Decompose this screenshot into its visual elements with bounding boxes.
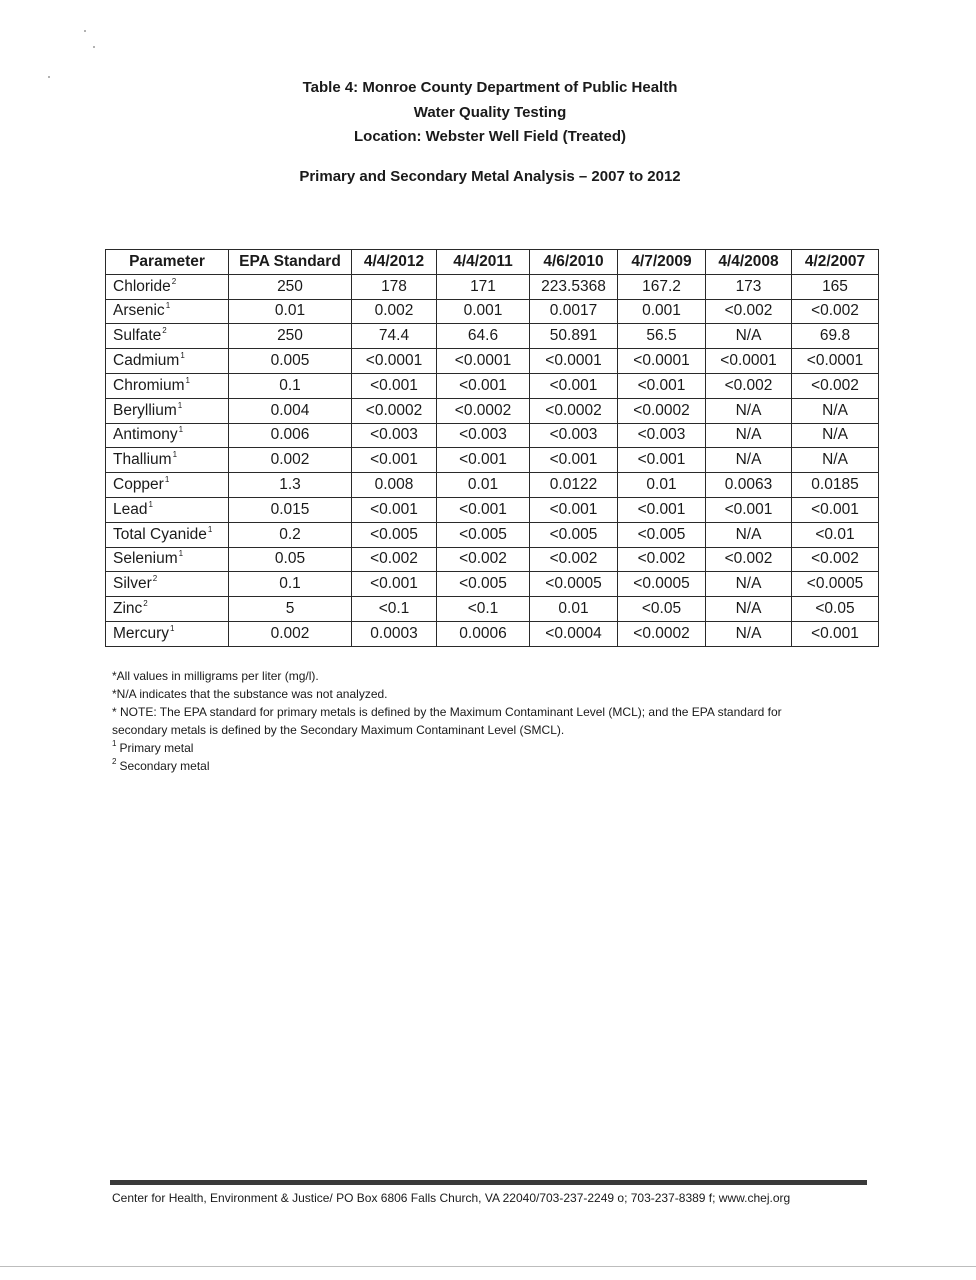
table-row — [106, 497, 879, 522]
table-cell: 0.1 — [229, 373, 352, 398]
table-cell: <0.003 — [437, 423, 530, 448]
table-cell: 0.005 — [229, 349, 352, 374]
column-header: 4/4/2012 — [352, 250, 437, 275]
table-cell: <0.005 — [437, 522, 530, 547]
table-cell: <0.0002 — [437, 398, 530, 423]
table-row — [106, 597, 879, 622]
table-cell: <0.002 — [706, 373, 792, 398]
footer-contact: Center for Health, Environment & Justice/ PO Box 6806 Falls Church, VA 22040/703-237-2249 o; 703-237-8389 f; www.chej.org — [112, 1191, 791, 1205]
metal-type-superscript: 1 — [180, 351, 185, 361]
table-cell: <0.05 — [792, 597, 879, 622]
table-row — [106, 448, 879, 473]
parameter-cell — [106, 597, 229, 622]
table-cell: <0.1 — [437, 597, 530, 622]
column-header: Parameter — [106, 250, 229, 275]
metal-type-superscript: 2 — [171, 276, 177, 286]
footnote-mark: 2 — [112, 757, 117, 766]
table-cell: <0.0001 — [530, 349, 618, 374]
table-cell: 50.891 — [530, 324, 618, 349]
table-cell: 0.01 — [437, 473, 530, 498]
table-cell: <0.001 — [437, 497, 530, 522]
title-line-3: Location: Webster Well Field (Treated) — [354, 128, 626, 145]
table-cell: <0.001 — [792, 497, 879, 522]
table-cell: <0.0001 — [618, 349, 706, 374]
scan-speck — [93, 46, 95, 48]
parameter-cell — [106, 621, 229, 646]
footnote-primary — [112, 739, 872, 757]
table-row — [106, 572, 879, 597]
table-cell: <0.001 — [437, 448, 530, 473]
parameter-cell — [106, 497, 229, 522]
table-cell: <0.001 — [530, 448, 618, 473]
parameter-name: Chloride — [113, 277, 171, 295]
table-cell: 0.2 — [229, 522, 352, 547]
column-header: 4/4/2011 — [437, 250, 530, 275]
page-bottom-edge — [0, 1266, 976, 1267]
table-cell: <0.003 — [530, 423, 618, 448]
table-cell: <0.001 — [618, 497, 706, 522]
table-cell: 223.5368 — [530, 274, 618, 299]
table-row — [106, 398, 879, 423]
table-cell: <0.003 — [618, 423, 706, 448]
footnote-text: Primary metal — [119, 741, 194, 755]
metal-type-superscript: 1 — [164, 475, 170, 485]
table-cell: <0.0002 — [618, 621, 706, 646]
table-cell: 0.0017 — [530, 299, 618, 324]
table-row — [106, 423, 879, 448]
parameter-name: Thallium — [113, 451, 172, 469]
parameter-cell — [106, 274, 229, 299]
note-na: *N/A indicates that the substance was not analyzed. — [112, 687, 388, 701]
table-cell: <0.001 — [618, 373, 706, 398]
table-cell: 0.01 — [229, 299, 352, 324]
column-header: 4/7/2009 — [618, 250, 706, 275]
table-cell: 56.5 — [618, 324, 706, 349]
table-cell: <0.001 — [437, 373, 530, 398]
table-cell: <0.0002 — [352, 398, 437, 423]
table-cell: 250 — [229, 274, 352, 299]
parameter-name: Antimony — [113, 426, 178, 444]
parameter-cell — [106, 299, 229, 324]
table-cell: <0.001 — [352, 448, 437, 473]
table-body — [106, 274, 879, 646]
table-cell: N/A — [706, 448, 792, 473]
table-cell: 0.001 — [618, 299, 706, 324]
footer-divider — [110, 1180, 867, 1185]
table-cell: <0.001 — [792, 621, 879, 646]
parameter-name: Zinc — [113, 600, 143, 618]
note-epa-line-2: secondary metals is defined by the Secondary Maximum Contaminant Level (SMCL). — [112, 723, 565, 737]
table-cell: <0.0001 — [706, 349, 792, 374]
metal-type-superscript: 1 — [177, 400, 183, 410]
table-row — [106, 621, 879, 646]
table-cell: <0.001 — [706, 497, 792, 522]
table-cell: <0.002 — [792, 299, 879, 324]
metal-type-superscript: 1 — [185, 375, 190, 385]
parameter-name: Copper — [113, 476, 164, 494]
table-cell: 0.001 — [437, 299, 530, 324]
table-cell: 167.2 — [618, 274, 706, 299]
table-cell: N/A — [706, 324, 792, 349]
table-cell: <0.001 — [352, 373, 437, 398]
table-cell: <0.1 — [352, 597, 437, 622]
column-header: 4/4/2008 — [706, 250, 792, 275]
footnote-text: Secondary metal — [119, 759, 210, 773]
metal-type-superscript: 1 — [207, 524, 213, 534]
metal-type-superscript: 1 — [172, 450, 178, 460]
table-cell: <0.002 — [792, 547, 879, 572]
table-cell: <0.002 — [706, 299, 792, 324]
table-row — [106, 349, 879, 374]
table-cell: 0.05 — [229, 547, 352, 572]
table-cell: <0.005 — [618, 522, 706, 547]
metal-type-superscript: 1 — [165, 301, 171, 311]
table-cell: N/A — [792, 398, 879, 423]
table-cell: <0.0001 — [437, 349, 530, 374]
table-cell: <0.0005 — [530, 572, 618, 597]
note-units: *All values in milligrams per liter (mg/l). — [112, 669, 319, 683]
parameter-name: Arsenic — [113, 302, 165, 320]
parameter-cell — [106, 547, 229, 572]
table-cell: N/A — [792, 423, 879, 448]
table-cell: <0.0005 — [792, 572, 879, 597]
table-row — [106, 522, 879, 547]
metal-analysis-table — [105, 249, 879, 647]
parameter-cell — [106, 349, 229, 374]
table-cell: <0.005 — [530, 522, 618, 547]
table-cell: 0.0185 — [792, 473, 879, 498]
table-row — [106, 373, 879, 398]
table-cell: <0.0005 — [618, 572, 706, 597]
table-cell: N/A — [706, 398, 792, 423]
note-epa-line-1: * NOTE: The EPA standard for primary metals is defined by the Maximum Contaminant Level (MCL); and the EPA standard for — [112, 705, 782, 719]
parameter-name: Total Cyanide — [113, 525, 207, 543]
table-cell: 0.0003 — [352, 621, 437, 646]
table-row — [106, 473, 879, 498]
table-cell: 69.8 — [792, 324, 879, 349]
table-cell: 0.002 — [229, 621, 352, 646]
metal-type-superscript: 1 — [178, 549, 184, 559]
table-cell: 0.0006 — [437, 621, 530, 646]
table-cell: <0.002 — [618, 547, 706, 572]
parameter-cell — [106, 572, 229, 597]
table-cell: 0.008 — [352, 473, 437, 498]
column-header: EPA Standard — [229, 250, 352, 275]
table-cell: <0.002 — [437, 547, 530, 572]
table-cell: 0.0122 — [530, 473, 618, 498]
table-cell: 165 — [792, 274, 879, 299]
table-subtitle: Primary and Secondary Metal Analysis – 2007 to 2012 — [299, 168, 681, 185]
title-line-1: Table 4: Monroe County Department of Public Health — [302, 79, 678, 96]
notes-section — [112, 667, 872, 775]
table-cell: <0.002 — [530, 547, 618, 572]
parameter-name: Lead — [113, 500, 148, 518]
table-cell: <0.002 — [352, 547, 437, 572]
table-cell: <0.001 — [530, 373, 618, 398]
footnote-secondary — [112, 757, 872, 775]
document-title — [0, 76, 976, 150]
footnote-mark: 1 — [112, 739, 117, 748]
table-row — [106, 324, 879, 349]
metal-type-superscript: 2 — [152, 574, 158, 584]
parameter-cell — [106, 373, 229, 398]
table-cell: <0.001 — [352, 497, 437, 522]
table-cell: <0.05 — [618, 597, 706, 622]
parameter-name: Silver — [113, 575, 152, 593]
table-row — [106, 547, 879, 572]
table-cell: 0.004 — [229, 398, 352, 423]
table-cell: <0.0002 — [530, 398, 618, 423]
table-cell: 1.3 — [229, 473, 352, 498]
table-cell: 0.1 — [229, 572, 352, 597]
table-cell: 173 — [706, 274, 792, 299]
parameter-cell — [106, 324, 229, 349]
parameter-name: Cadmium — [113, 352, 180, 370]
table-cell: N/A — [706, 522, 792, 547]
parameter-name: Selenium — [113, 550, 178, 568]
parameter-cell — [106, 473, 229, 498]
scan-speck — [84, 30, 86, 32]
parameter-name: Beryllium — [113, 401, 177, 419]
table-cell: <0.01 — [792, 522, 879, 547]
table-cell: N/A — [706, 597, 792, 622]
table-cell: 0.01 — [618, 473, 706, 498]
table-cell: 5 — [229, 597, 352, 622]
parameter-name: Chromium — [113, 376, 185, 394]
parameter-cell — [106, 522, 229, 547]
table-cell: 0.002 — [352, 299, 437, 324]
metal-type-superscript: 1 — [169, 623, 175, 633]
table-cell: <0.0001 — [352, 349, 437, 374]
metal-type-superscript: 2 — [162, 326, 167, 336]
parameter-cell — [106, 448, 229, 473]
table-header-row — [106, 250, 879, 275]
table-row — [106, 299, 879, 324]
table-cell: <0.0001 — [792, 349, 879, 374]
table-cell: <0.001 — [530, 497, 618, 522]
table-cell: N/A — [706, 423, 792, 448]
column-header: 4/6/2010 — [530, 250, 618, 275]
table-cell: <0.005 — [437, 572, 530, 597]
table-cell: <0.002 — [792, 373, 879, 398]
table-cell: <0.002 — [706, 547, 792, 572]
table-cell: 250 — [229, 324, 352, 349]
table-cell: 0.01 — [530, 597, 618, 622]
table-cell: <0.0004 — [530, 621, 618, 646]
table-cell: 0.015 — [229, 497, 352, 522]
table-cell: 171 — [437, 274, 530, 299]
table-cell: <0.001 — [352, 572, 437, 597]
table-cell: 64.6 — [437, 324, 530, 349]
table-cell: 0.006 — [229, 423, 352, 448]
parameter-name: Sulfate — [113, 327, 162, 345]
table-cell: <0.001 — [618, 448, 706, 473]
table-cell: <0.005 — [352, 522, 437, 547]
table-cell: <0.003 — [352, 423, 437, 448]
table-cell: 74.4 — [352, 324, 437, 349]
column-header: 4/2/2007 — [792, 250, 879, 275]
table-cell: 0.0063 — [706, 473, 792, 498]
table-cell: N/A — [706, 621, 792, 646]
table-cell: N/A — [706, 572, 792, 597]
table-cell: 178 — [352, 274, 437, 299]
title-line-2: Water Quality Testing — [413, 103, 567, 121]
parameter-name: Mercury — [113, 624, 169, 642]
table-row — [106, 274, 879, 299]
metal-type-superscript: 1 — [148, 499, 153, 509]
metal-type-superscript: 1 — [178, 425, 184, 435]
parameter-cell — [106, 423, 229, 448]
table-cell: 0.002 — [229, 448, 352, 473]
parameter-cell — [106, 398, 229, 423]
table-cell: N/A — [792, 448, 879, 473]
metal-type-superscript: 2 — [143, 599, 148, 609]
table-cell: <0.0002 — [618, 398, 706, 423]
